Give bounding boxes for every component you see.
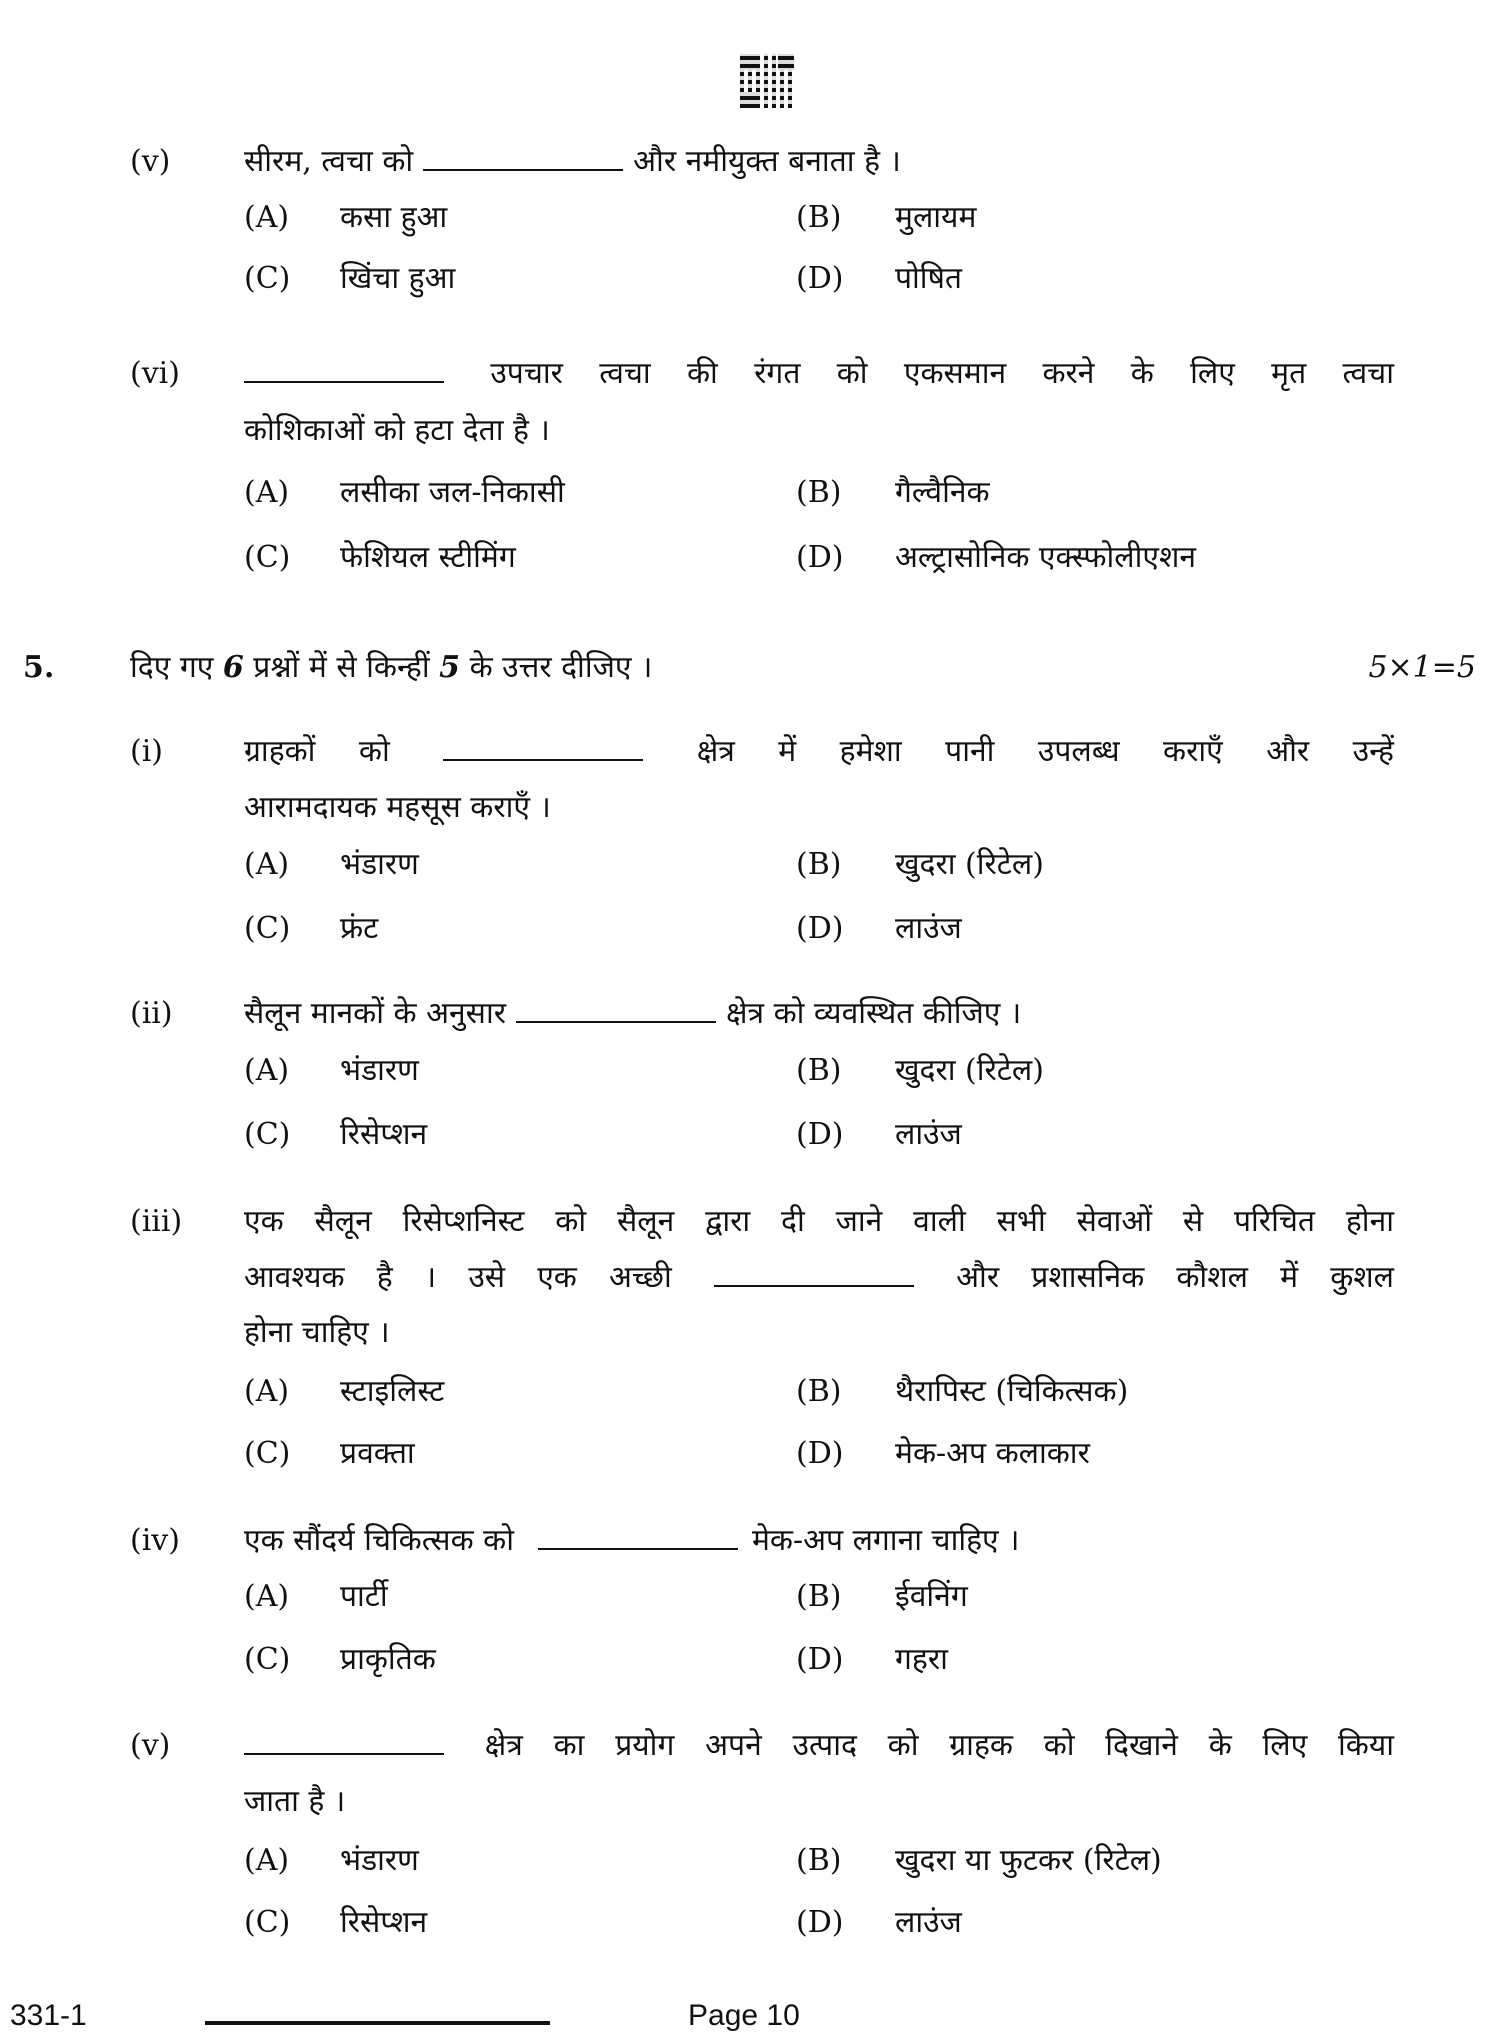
option-text: थैरापिस्ट (चिकित्सक): [895, 1374, 1129, 1409]
option-label: (D): [796, 1117, 844, 1152]
option-text: स्टाइलिस्ट: [340, 1374, 445, 1409]
option-text: पोषित: [895, 261, 963, 296]
paper-code: 331-1: [10, 1999, 87, 2032]
answer-blank: [443, 735, 643, 761]
option-text: पार्टी: [340, 1579, 388, 1614]
option-label: (C): [244, 1436, 291, 1471]
option-label: (D): [796, 1905, 844, 1940]
option-label: (A): [244, 1053, 290, 1088]
option-text: खिंचा हुआ: [340, 261, 456, 296]
option-text: फेशियल स्टीमिंग: [340, 540, 516, 575]
question-text-part: और प्रशासनिक कौशल में कुशल: [956, 1260, 1394, 1295]
option-text: भंडारण: [340, 1053, 419, 1088]
option-text: फ्रंट: [340, 911, 379, 946]
question-text-line: आरामदायक महसूस कराएँ ।: [244, 790, 551, 825]
answer-blank: [516, 997, 716, 1023]
option-label: (B): [796, 847, 842, 882]
question-text-part: आवश्यक है । उसे एक अच्छी: [244, 1260, 672, 1295]
option-text: रिसेप्शन: [340, 1117, 428, 1152]
option-text: रिसेप्शन: [340, 1905, 428, 1940]
question-text-line: होना चाहिए ।: [244, 1315, 390, 1350]
option-label: (B): [796, 1843, 842, 1878]
option-text: प्रवक्ता: [340, 1436, 415, 1471]
question-number: (v): [130, 1728, 171, 1763]
qr-code: [740, 54, 794, 108]
question-text: [244, 732, 1394, 772]
option-text: भंडारण: [340, 1843, 419, 1878]
option-text: अल्ट्रासोनिक एक्स्फोलीएशन: [895, 540, 1197, 575]
option-label: (A): [244, 1374, 290, 1409]
option-text: लसीका जल-निकासी: [340, 475, 565, 510]
question-number: (i): [130, 734, 164, 769]
option-label: (C): [244, 1642, 291, 1677]
option-label: (A): [244, 1843, 290, 1878]
question-instruction: [130, 648, 652, 688]
option-label: (B): [796, 1053, 842, 1088]
question-text-part: क्षेत्र को व्यवस्थित कीजिए ।: [725, 996, 1022, 1031]
answer-blank: [244, 1729, 444, 1755]
question-text-line: जाता है ।: [244, 1784, 346, 1819]
option-label: (D): [796, 261, 844, 296]
option-label: (B): [796, 200, 842, 235]
option-text: ईवनिंग: [895, 1579, 968, 1614]
question-text-part: मेक-अप लगाना चाहिए ।: [751, 1523, 1020, 1558]
question-text-part: उपचार त्वचा की रंगत को एकसमान करने के लिए मृत त्वचा: [490, 356, 1394, 391]
option-label: (C): [244, 1117, 291, 1152]
option-text: लाउंज: [895, 911, 962, 946]
instruction-part: के उत्तर दीजिए ।: [460, 650, 653, 685]
question-text-part: सीरम, त्वचा को: [244, 144, 414, 179]
question-number: 5.: [23, 650, 55, 685]
marks: 5×1=5: [1368, 650, 1476, 685]
question-text: [244, 994, 1394, 1034]
instruction-part: प्रश्नों में से किन्हीं: [243, 650, 440, 685]
option-label: (A): [244, 847, 290, 882]
instruction-part: दिए गए: [130, 650, 223, 685]
question-text-part: क्षेत्र का प्रयोग अपने उत्पाद को ग्राहक को दिखाने के लिए किया: [484, 1728, 1394, 1763]
option-label: (D): [796, 1642, 844, 1677]
option-label: (C): [244, 540, 291, 575]
option-label: (B): [796, 1374, 842, 1409]
option-text: गैल्वैनिक: [895, 475, 990, 510]
question-text: [244, 1521, 1394, 1561]
option-label: (A): [244, 475, 290, 510]
question-text-part: सैलून मानकों के अनुसार: [244, 996, 506, 1031]
option-text: मेक-अप कलाकार: [895, 1436, 1090, 1471]
question-text-line: एक सैलून रिसेप्शनिस्ट को सैलून द्वारा दी जाने वाली सभी सेवाओं से परिचित होना: [244, 1204, 1394, 1239]
option-label: (A): [244, 1579, 290, 1614]
question-number: (ii): [130, 996, 173, 1031]
option-text: कसा हुआ: [340, 200, 448, 235]
answer-blank: [423, 145, 623, 171]
option-label: (B): [796, 475, 842, 510]
option-label: (A): [244, 200, 290, 235]
question-text-part: ग्राहकों को: [244, 734, 390, 769]
option-text: भंडारण: [340, 847, 419, 882]
option-label: (D): [796, 911, 844, 946]
option-text: लाउंज: [895, 1117, 962, 1152]
option-label: (D): [796, 540, 844, 575]
option-text: गहरा: [895, 1642, 948, 1677]
question-text: [244, 1726, 1394, 1766]
question-text-part: और नमीयुक्त बनाता है ।: [633, 144, 901, 179]
answer-blank: [538, 1524, 738, 1550]
question-text-part: एक सौंदर्य चिकित्सक को: [244, 1523, 514, 1558]
question-text-part: क्षेत्र में हमेशा पानी उपलब्ध कराएँ और उन्हें: [696, 734, 1394, 769]
page-number: Page 10: [688, 1999, 800, 2032]
answer-blank: [244, 357, 444, 383]
option-label: (D): [796, 1436, 844, 1471]
option-label: (B): [796, 1579, 842, 1614]
option-text: मुलायम: [895, 200, 977, 235]
footer-divider: [205, 2021, 550, 2025]
option-label: (C): [244, 261, 291, 296]
option-text: प्राकृतिक: [340, 1642, 436, 1677]
question-text-line: कोशिकाओं को हटा देता है ।: [244, 413, 550, 448]
option-text: लाउंज: [895, 1905, 962, 1940]
option-text: खुदरा (रिटेल): [895, 847, 1044, 882]
question-number: (vi): [130, 356, 180, 391]
option-label: (C): [244, 1905, 291, 1940]
instruction-number: 6: [222, 650, 244, 685]
question-number: (v): [130, 144, 171, 179]
question-text: [244, 142, 1394, 182]
question-text: [244, 354, 1394, 394]
answer-blank: [714, 1261, 914, 1287]
instruction-number: 5: [439, 650, 461, 685]
question-number: (iv): [130, 1523, 180, 1558]
question-number: (iii): [130, 1204, 183, 1239]
option-label: (C): [244, 911, 291, 946]
question-text: [244, 1258, 1394, 1298]
option-text: खुदरा या फुटकर (रिटेल): [895, 1843, 1162, 1878]
option-text: खुदरा (रिटेल): [895, 1053, 1044, 1088]
